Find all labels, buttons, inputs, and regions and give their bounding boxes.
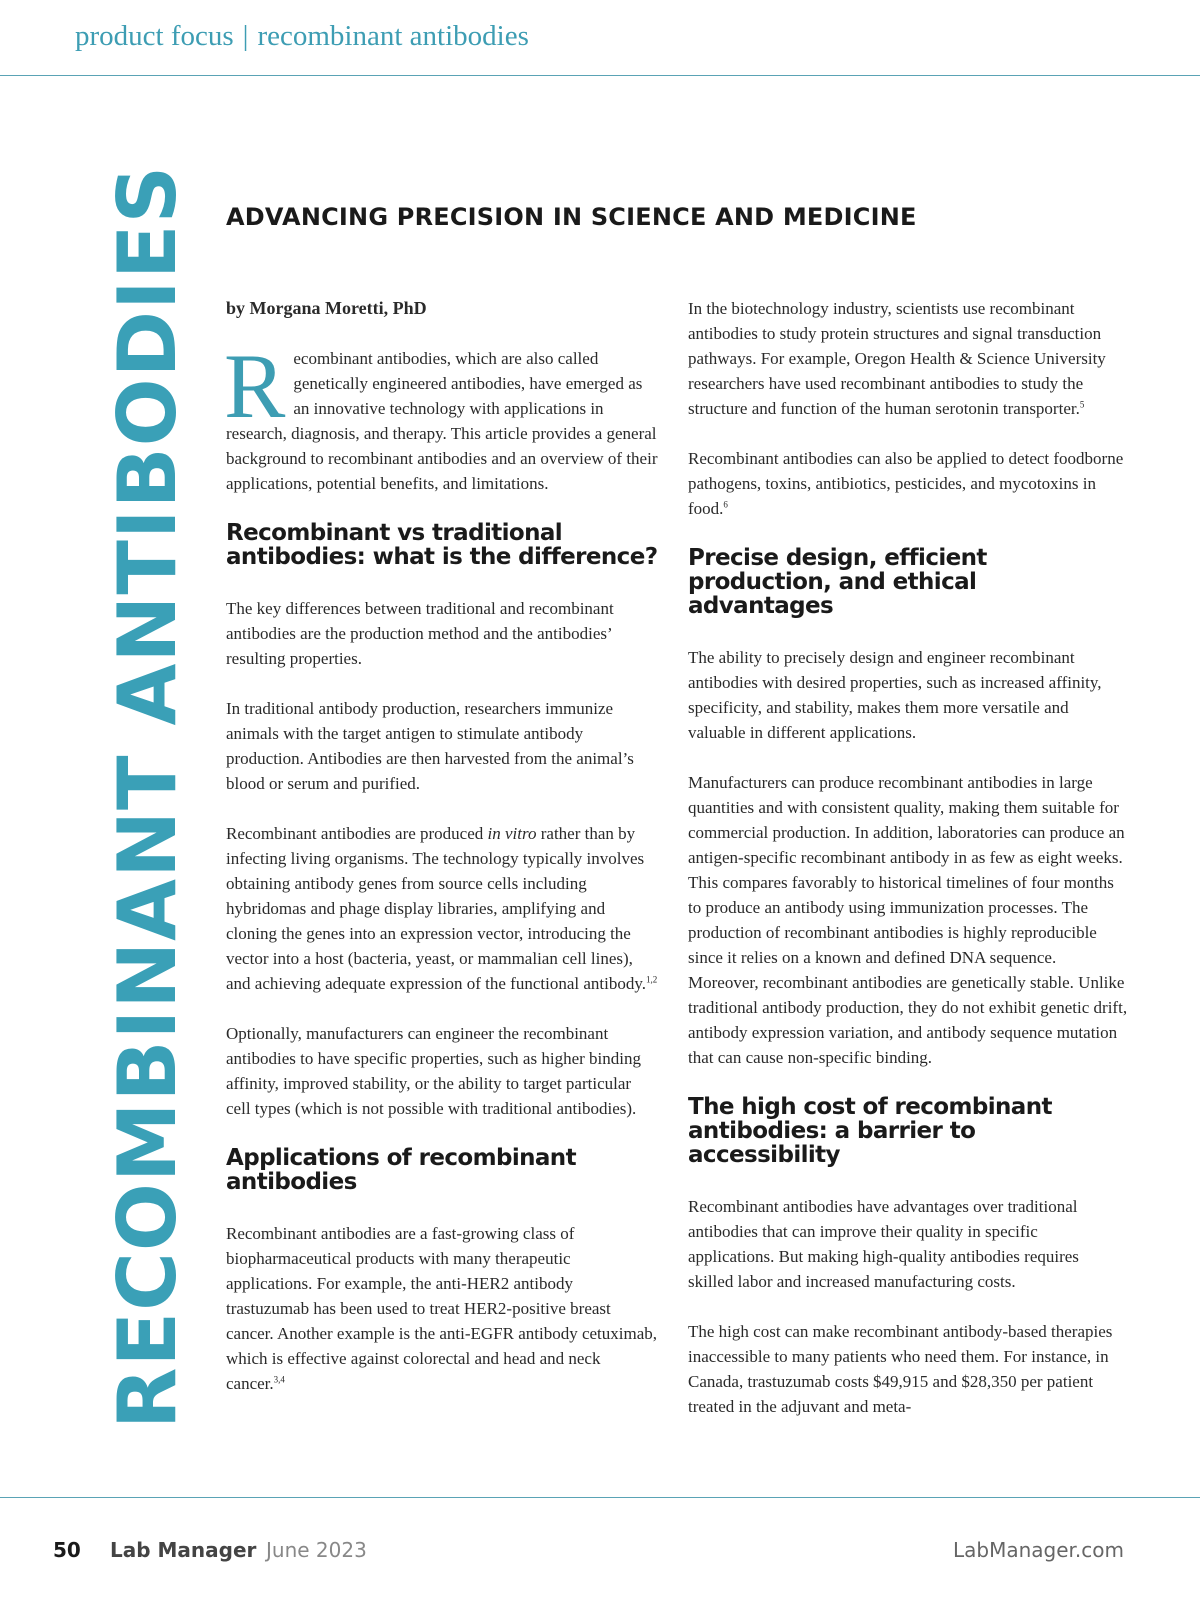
reference-superscript: 6 <box>723 499 728 510</box>
paragraph-text: Recombinant antibodies are a fast-growing class of biopharmaceutical products with many therapeutic applications. For example, the anti-HER2 antibody trastuzumab has been used to treat HER2-positive breast cancer. Another example is the anti-EGFR antibody cetuximab, which is effective against colorectal and head and neck cancer. <box>226 1224 658 1393</box>
paragraph <box>226 1221 658 1396</box>
paragraph: In traditional antibody production, researchers immunize animals with the target antigen to stimulate antibody production. Antibodies are then harvested from the animal’s blood or serum and purified. <box>226 699 634 793</box>
vertical-title-container <box>101 164 194 1430</box>
vertical-title: RECOMBINANT ANTIBODIES <box>101 164 194 1430</box>
paragraph: The high cost can make recombinant antibody-based therapies inaccessible to many patients who need them. For instance, in Canada, trastuzumab costs $49,915 and $28,350 per patient treated in the adjuvant and meta- <box>688 1322 1113 1416</box>
article-column-left <box>226 296 658 1421</box>
intro-paragraph <box>224 335 658 496</box>
paragraph <box>688 296 1128 421</box>
header-section: product focus <box>75 20 234 52</box>
issue-date: June 2023 <box>266 1538 367 1562</box>
paragraph: The key differences between traditional and recombinant antibodies are the production method and the antibodies’ resulting properties. <box>226 599 614 668</box>
footer-divider <box>0 1497 1200 1498</box>
article-title: ADVANCING PRECISION IN SCIENCE AND MEDICINE <box>226 203 917 231</box>
article-column-right <box>688 296 1128 1444</box>
reference-superscript: 5 <box>1079 399 1085 410</box>
publication-name: Lab Manager <box>110 1538 257 1562</box>
paragraph <box>688 446 1128 521</box>
page-number: 50 <box>53 1538 81 1562</box>
subhead-cost: The high cost of recombinant antibodies: a barrier to accessibility <box>688 1094 1052 1168</box>
reference-superscript: 1,2 <box>645 974 658 985</box>
paragraph: Manufacturers can produce recombinant antibodies in large quantities and with consistent quality, making them suitable for commercial production. In addition, laboratories can produce an antigen-specific recombinant antibody in as few as eight weeks. This compares favorably to historical timelines of four months to produce an antibody using immunization processes. The production of recombinant antibodies is highly reproducible since it relies on a known and defined DNA sequence. Moreover, recombinant antibodies are genetically stable. Unlike traditional antibody production, they do not exhibit genetic drift, antibody expression variation, and antibody sequence mutation that can cause non-specific binding. <box>688 773 1128 1067</box>
paragraph-text: Recombinant antibodies are produced <box>226 824 488 843</box>
running-header <box>0 0 1200 76</box>
paragraph: Recombinant antibodies have advantages over traditional antibodies that can improve their quality in specific applications. But making high-quality antibodies requires skilled labor and increased manufacturing costs. <box>688 1197 1079 1291</box>
paragraph: Optionally, manufacturers can engineer the recombinant antibodies to have specific properties, such as higher binding affinity, improved stability, or the ability to target particular cell types (which is not possible with traditional antibodies). <box>226 1024 641 1118</box>
header-topic: recombinant antibodies <box>257 20 529 52</box>
header-text <box>75 20 529 53</box>
paragraph <box>226 821 658 996</box>
paragraph-text: Recombinant antibodies can also be applied to detect foodborne pathogens, toxins, antibiotics, pesticides, and mycotoxins in food. <box>688 449 1124 518</box>
paragraph: The ability to precisely design and engineer recombinant antibodies with desired properties, such as increased affinity, specificity, and stability, makes them more versatile and valuable in different applications. <box>688 648 1102 742</box>
byline: by Morgana Moretti, PhD <box>226 298 427 318</box>
intro-text: ecombinant antibodies, which are also called genetically engineered antibodies, have emerged as an innovative technology with applications in research, diagnosis, and therapy. This article provides a general background to recombinant antibodies and an overview of their applications, potential benefits, and limitations. <box>226 349 658 493</box>
italic-term: in vitro <box>487 824 537 843</box>
subhead-design: Precise design, efficient production, and ethical advantages <box>688 545 987 619</box>
reference-superscript: 3,4 <box>273 1374 285 1385</box>
paragraph-text: rather than by infecting living organisms. The technology typically involves obtaining antibody genes from source cells including hybridomas and phage display libraries, amplifying and cloning the genes into an expression vector, introducing the vector into a host (bacteria, yeast, or mammalian cell lines), and achieving adequate expression of the functional antibody. <box>226 824 646 993</box>
drop-cap: R <box>224 335 286 437</box>
paragraph-text: In the biotechnology industry, scientists use recombinant antibodies to study protein structures and signal transduction pathways. For example, Oregon Health & Science University researchers have used recombinant antibodies to study the structure and function of the human serotonin transporter. <box>688 299 1106 418</box>
subhead-applications: Applications of recombinant antibodies <box>226 1145 576 1195</box>
header-separator: | <box>242 20 249 52</box>
subhead-difference: Recombinant vs traditional antibodies: what is the difference? <box>226 520 658 570</box>
page-footer <box>0 1538 1200 1568</box>
website-url: LabManager.com <box>953 1538 1124 1562</box>
